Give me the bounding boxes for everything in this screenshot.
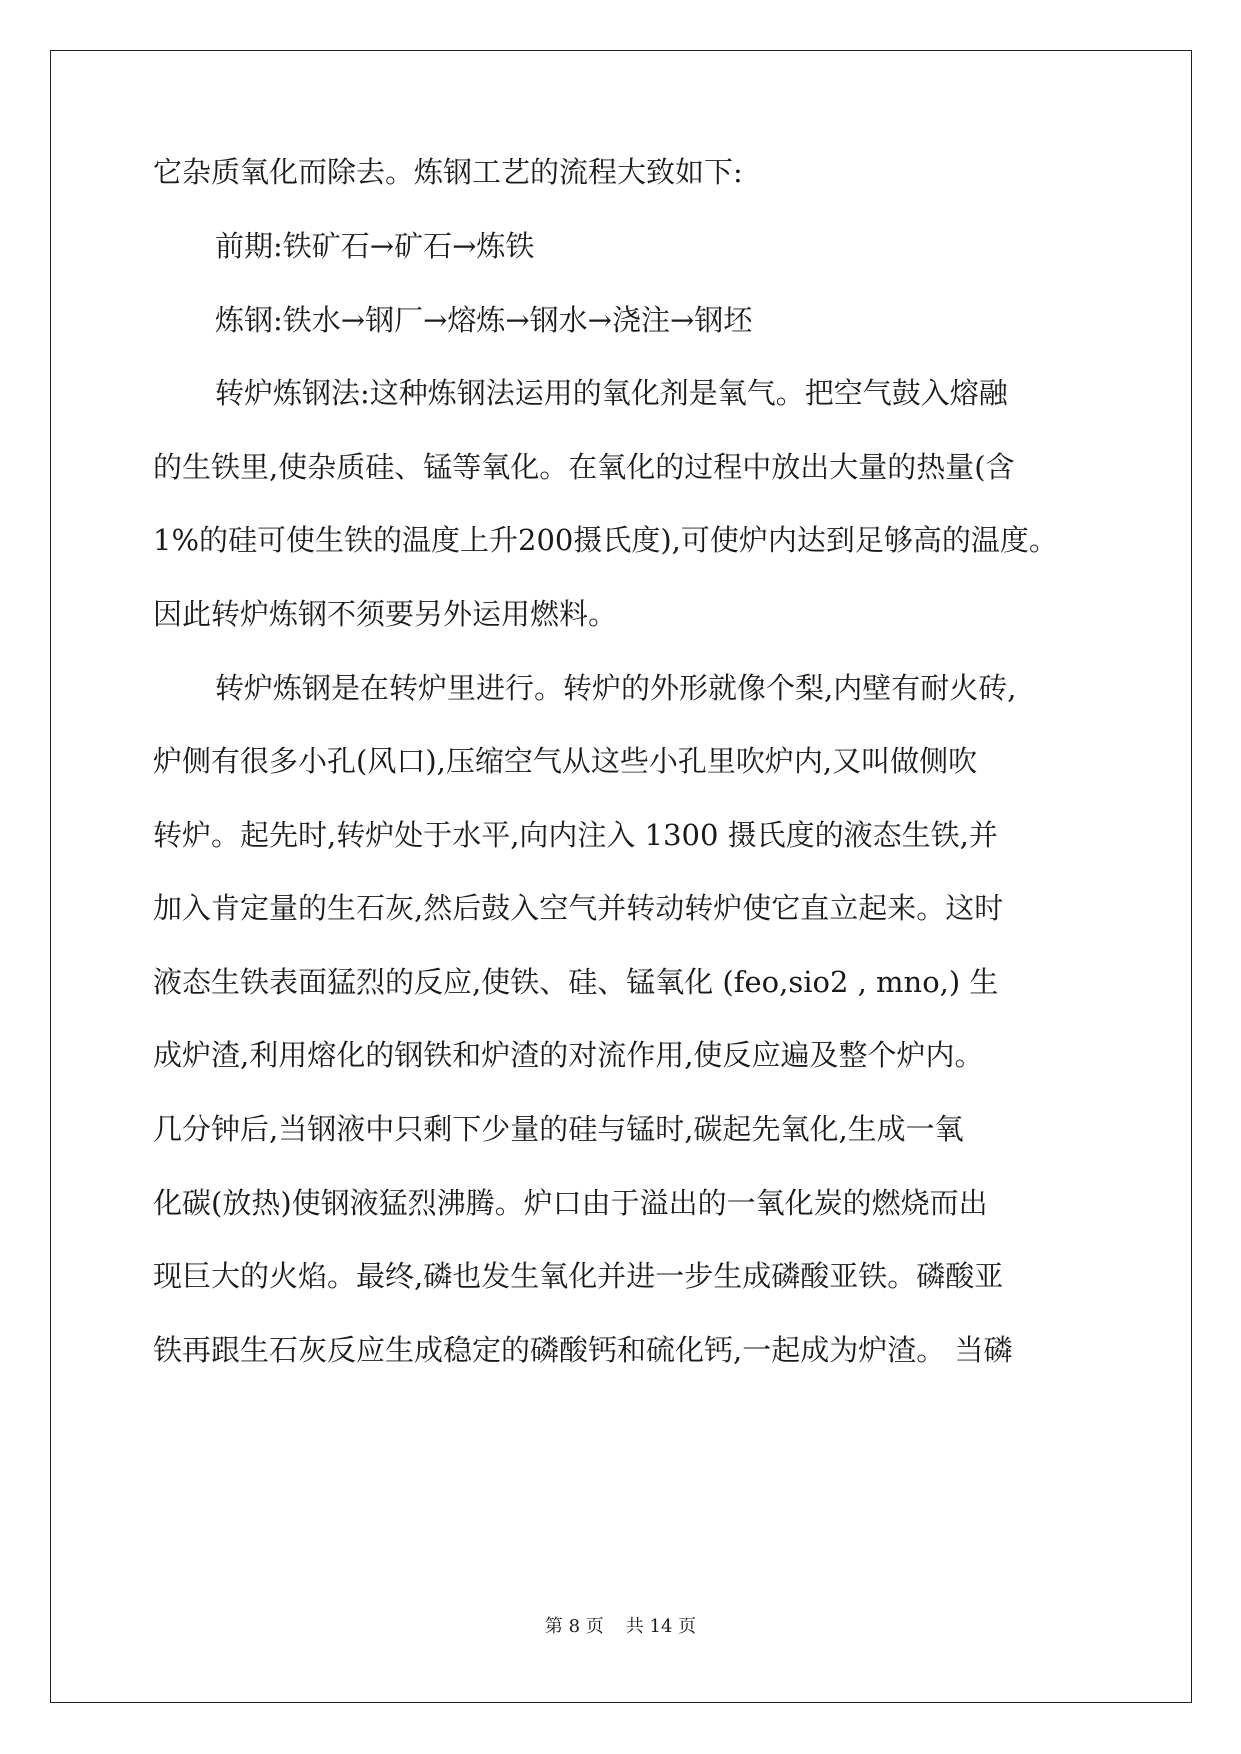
body-text-line: 加入肯定量的生石灰,然后鼓入空气并转动转炉使它直立起来。这时 xyxy=(153,891,1004,925)
body-text-line: 的生铁里,使杂质硅、锰等氧化。在氧化的过程中放出大量的热量(含 xyxy=(153,450,1015,484)
body-text-line: 炉侧有很多小孔(风口),压缩空气从这些小孔里吹炉内,又叫做侧吹 xyxy=(153,744,978,778)
body-text-line: 炼钢:铁水→钢厂→熔炼→钢水→浇注→钢坯 xyxy=(215,303,753,337)
page-number: 第 8 页 xyxy=(544,1616,604,1637)
body-text-line: 现巨大的火焰。最终,磷也发生氧化并进一步生成磷酸亚铁。磷酸亚 xyxy=(153,1259,1004,1293)
body-text-line: 化碳(放热)使钢液猛烈沸腾。炉口由于溢出的一氧化炭的燃烧而出 xyxy=(153,1186,988,1220)
body-text-line: 铁再跟生石灰反应生成稳定的磷酸钙和硫化钙,一起成为炉渣。 当磷 xyxy=(153,1333,1013,1367)
body-text-line: 因此转炉炼钢不须要另外运用燃料。 xyxy=(153,597,618,631)
body-text-line: 转炉炼钢是在转炉里进行。转炉的外形就像个梨,内壁有耐火砖, xyxy=(215,671,1017,705)
body-text-line: 液态生铁表面猛烈的反应,使铁、硅、锰氧化 (feo,sio2 , mno,) 生 xyxy=(153,965,999,999)
body-text-line: 转炉炼钢法:这种炼钢法运用的氧化剂是氧气。把空气鼓入熔融 xyxy=(215,376,1008,410)
body-text-line: 转炉。起先时,转炉处于水平,向内注入 1300 摄氏度的液态生铁,并 xyxy=(153,818,998,852)
body-text-line: 前期:铁矿石→矿石→炼铁 xyxy=(215,229,535,263)
page-footer xyxy=(0,1614,1241,1640)
body-text-line: 1%的硅可使生铁的温度上升200摄氏度),可使炉内达到足够高的温度。 xyxy=(153,523,1058,557)
total-pages: 共 14 页 xyxy=(625,1616,697,1637)
body-text-line: 它杂质氧化而除去。炼钢工艺的流程大致如下: xyxy=(153,155,743,189)
body-text-line: 成炉渣,利用熔化的钢铁和炉渣的对流作用,使反应遍及整个炉内。 xyxy=(153,1038,984,1072)
body-text-line: 几分钟后,当钢液中只剩下少量的硅与锰时,碳起先氧化,生成一氧 xyxy=(153,1112,964,1146)
